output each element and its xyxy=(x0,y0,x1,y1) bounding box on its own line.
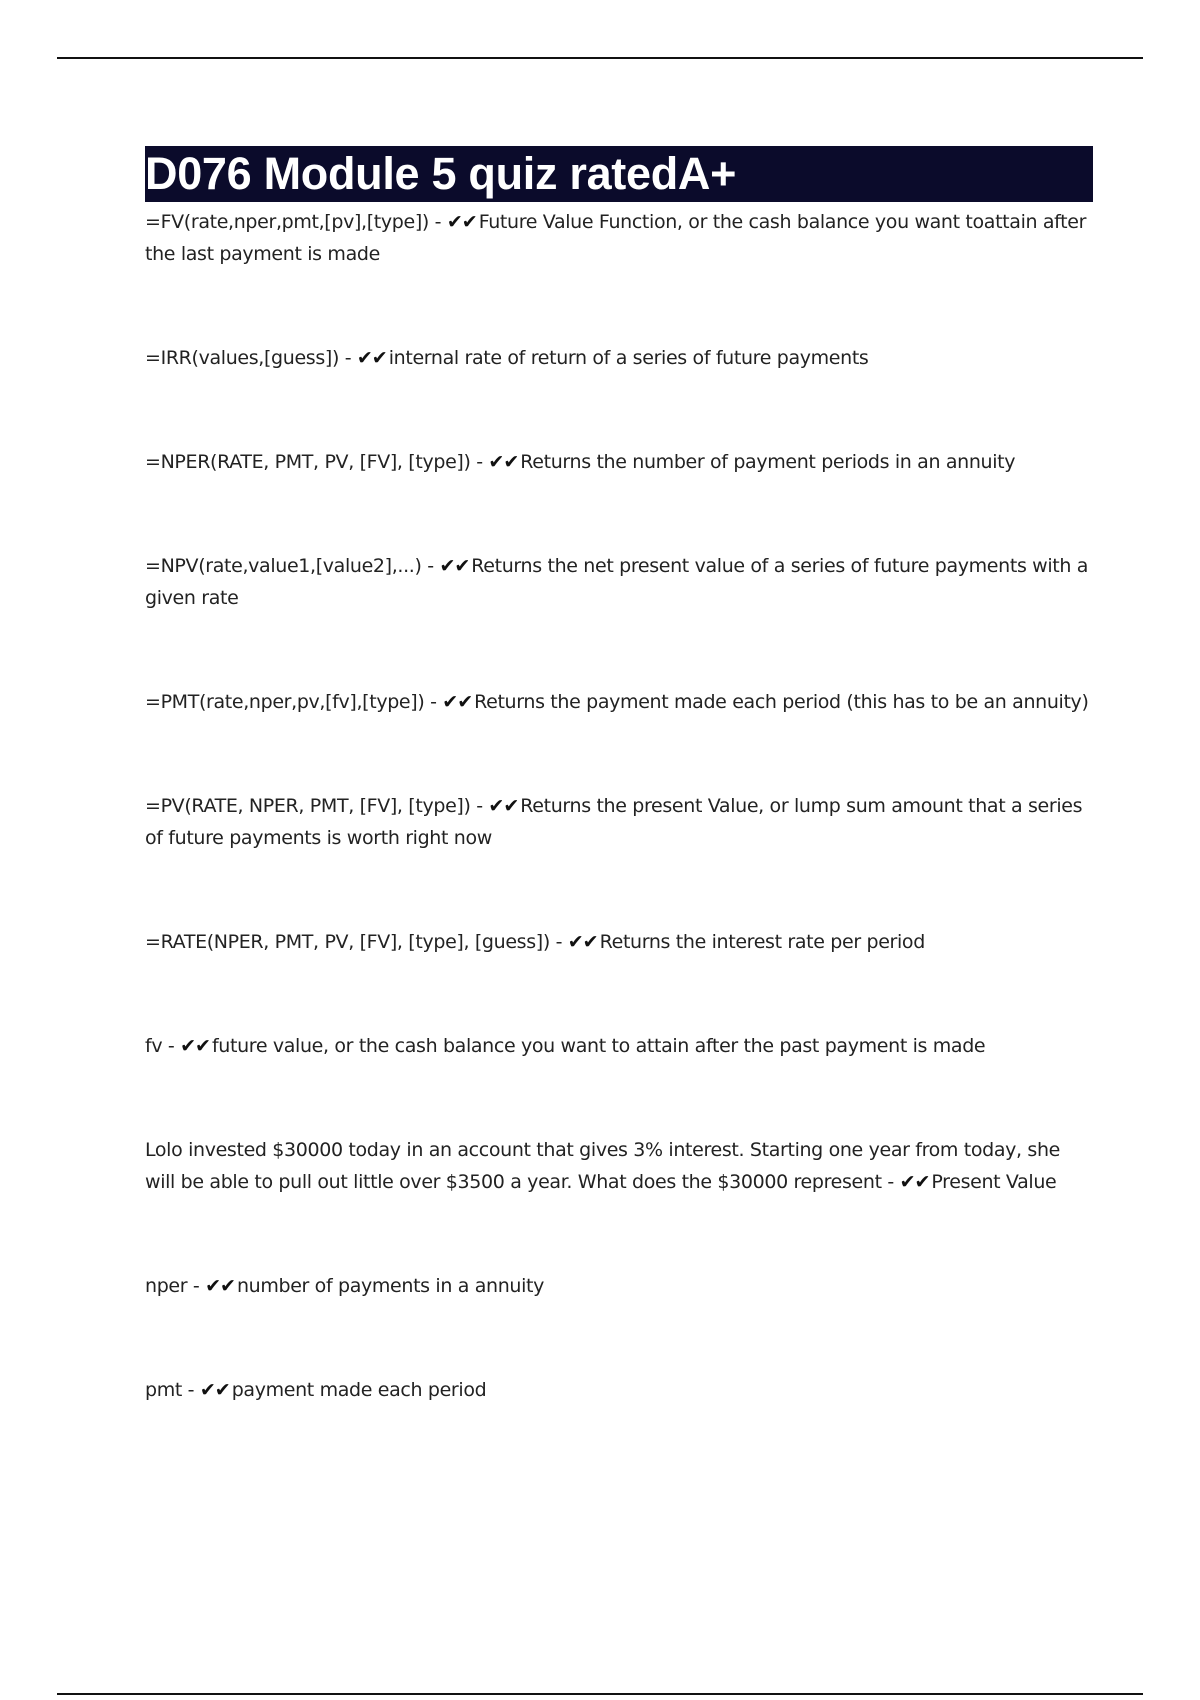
double-check-icon: ✔✔ xyxy=(446,211,477,233)
qa-term: =RATE(NPER, PMT, PV, [FV], [type], [guess]) - xyxy=(145,931,568,953)
qa-answer: Present Value xyxy=(931,1171,1057,1193)
qa-answer: Returns the present Value, or lump sum amount that a series of future payments is worth right now xyxy=(145,795,1083,849)
qa-item-nper-function xyxy=(145,446,1093,478)
document-title: D076 Module 5 quiz ratedA+ xyxy=(145,146,1093,202)
qa-item-pv-function xyxy=(145,790,1093,854)
qa-item-nper xyxy=(145,1270,1093,1302)
double-check-icon: ✔✔ xyxy=(180,1035,210,1057)
document-body xyxy=(145,146,1093,1406)
qa-answer: Returns the net present value of a series of future payments with a given rate xyxy=(145,555,1089,609)
qa-item-pmt-function xyxy=(145,686,1093,718)
qa-answer: Returns the payment made each period (this has to be an annuity) xyxy=(474,691,1089,713)
double-check-icon: ✔✔ xyxy=(899,1171,930,1193)
qa-answer: Returns the number of payment periods in an annuity xyxy=(520,451,1016,473)
qa-term: nper - xyxy=(145,1275,206,1297)
qa-term: =NPV(rate,value1,[value2],...) - xyxy=(145,555,440,577)
qa-term: =PMT(rate,nper,pv,[fv],[type]) - xyxy=(145,691,443,713)
qa-term: pmt - xyxy=(145,1379,200,1401)
double-check-icon: ✔✔ xyxy=(488,451,519,473)
qa-term: Lolo invested $30000 today in an account that gives 3% interest. Starting one year from today, she will be able to pull out little over $3500 a year. What does the $30000 represent - xyxy=(145,1139,1060,1193)
qa-answer: Future Value Function, or the cash balance you want toattain after the last payment is made xyxy=(145,211,1087,265)
qa-item-lolo-question xyxy=(145,1134,1093,1198)
double-check-icon: ✔✔ xyxy=(567,931,598,953)
qa-item-fv-function xyxy=(145,206,1093,270)
qa-term: fv - xyxy=(145,1035,181,1057)
qa-term: =FV(rate,nper,pmt,[pv],[type]) - xyxy=(145,211,447,233)
double-check-icon: ✔✔ xyxy=(442,691,473,713)
top-rule xyxy=(57,57,1143,59)
qa-item-irr-function xyxy=(145,342,1093,374)
qa-item-npv-function xyxy=(145,550,1093,614)
qa-answer: number of payments in a annuity xyxy=(236,1275,544,1297)
double-check-icon: ✔✔ xyxy=(356,347,387,369)
qa-answer: Returns the interest rate per period xyxy=(599,931,925,953)
qa-term: =NPER(RATE, PMT, PV, [FV], [type]) - xyxy=(145,451,489,473)
double-check-icon: ✔✔ xyxy=(205,1275,235,1297)
bottom-rule xyxy=(57,1693,1143,1695)
qa-item-fv xyxy=(145,1030,1093,1062)
qa-answer: internal rate of return of a series of future payments xyxy=(388,347,869,369)
qa-item-rate-function xyxy=(145,926,1093,958)
qa-term: =IRR(values,[guess]) - xyxy=(145,347,357,369)
double-check-icon: ✔✔ xyxy=(439,555,470,577)
qa-answer: future value, or the cash balance you want to attain after the past payment is made xyxy=(211,1035,986,1057)
qa-term: =PV(RATE, NPER, PMT, [FV], [type]) - xyxy=(145,795,489,817)
double-check-icon: ✔✔ xyxy=(199,1379,230,1401)
double-check-icon: ✔✔ xyxy=(488,795,519,817)
qa-answer: payment made each period xyxy=(231,1379,487,1401)
qa-item-pmt xyxy=(145,1374,1093,1406)
